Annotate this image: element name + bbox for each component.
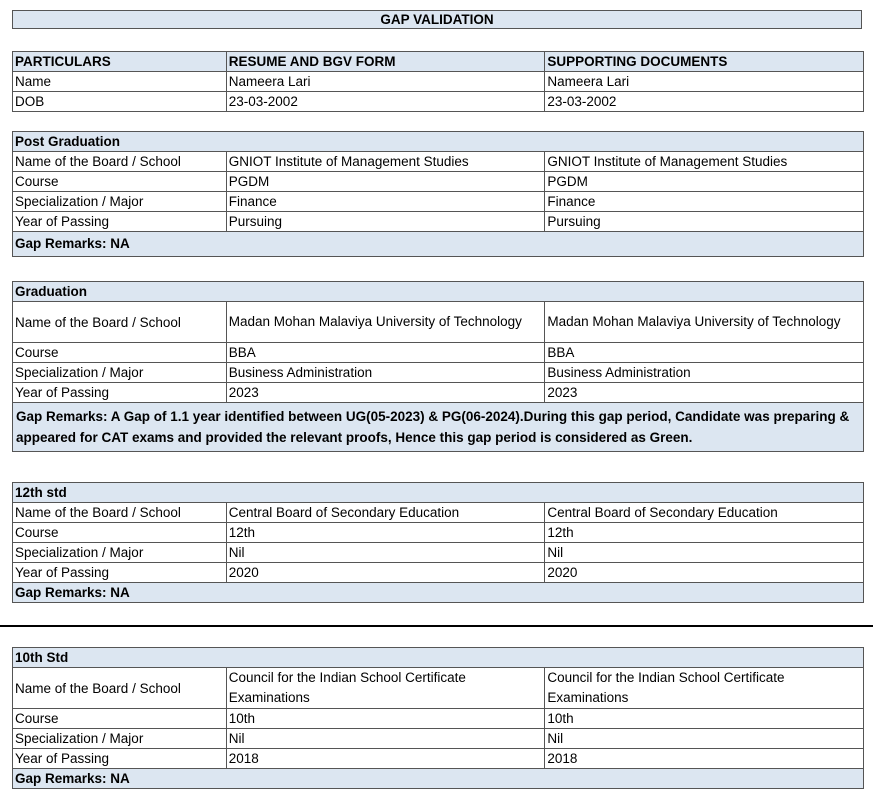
document-value: 2018 [545,749,864,769]
resume-value: Finance [226,192,545,212]
row-label: Year of Passing [13,383,227,403]
row-label: Name [13,72,227,92]
document-value: Nameera Lari [545,72,864,92]
column-header-resume: RESUME AND BGV FORM [226,52,545,72]
table-row [13,212,864,232]
row-label: Specialization / Major [13,192,227,212]
table-row [13,92,864,112]
row-label: Course [13,709,227,729]
particulars-table [12,51,864,112]
table-row [13,523,864,543]
section-heading: Graduation [13,282,864,302]
column-header-particulars: PARTICULARS [13,52,227,72]
row-label: Specialization / Major [13,543,227,563]
resume-value: 23-03-2002 [226,92,545,112]
resume-value: 2018 [226,749,545,769]
document-value: 12th [545,523,864,543]
document-value: Central Board of Secondary Education [545,503,864,523]
row-label: Year of Passing [13,563,227,583]
post-graduation-section [12,131,864,257]
table-row [13,343,864,363]
row-label: Specialization / Major [13,363,227,383]
section-heading-row [13,132,864,152]
resume-value: 2023 [226,383,545,403]
row-label: Name of the Board / School [13,302,227,343]
gap-remarks-row [13,769,864,789]
gap-remarks: Gap Remarks: NA [13,769,864,789]
document-value: PGDM [545,172,864,192]
resume-value: BBA [226,343,545,363]
section-heading: 12th std [13,483,864,503]
gap-remarks: Gap Remarks: NA [13,232,864,257]
row-label: Year of Passing [13,212,227,232]
resume-value: Nil [226,729,545,749]
table-header-row [13,52,864,72]
gap-remarks-row [13,583,864,603]
table-row [13,729,864,749]
row-label: Year of Passing [13,749,227,769]
section-heading-row [13,648,864,668]
document-value: BBA [545,343,864,363]
document-value: Nil [545,729,864,749]
document-value: 2020 [545,563,864,583]
document-value: 10th [545,709,864,729]
resume-value: Council for the Indian School Certificate Examinations [226,668,545,709]
document-value: Business Administration [545,363,864,383]
resume-value: Pursuing [226,212,545,232]
resume-value: Central Board of Secondary Education [226,503,545,523]
row-label: Name of the Board / School [13,503,227,523]
graduation-section [12,281,864,452]
page-title: GAP VALIDATION [12,10,862,29]
row-label: Course [13,523,227,543]
row-label: Course [13,172,227,192]
section-heading-row [13,483,864,503]
resume-value: Madan Mohan Malaviya University of Technology [226,302,545,343]
table-row [13,72,864,92]
document-value: Finance [545,192,864,212]
table-row [13,172,864,192]
resume-value: 2020 [226,563,545,583]
row-label: Name of the Board / School [13,152,227,172]
table-row [13,543,864,563]
tenth-section [12,647,864,789]
resume-value: 12th [226,523,545,543]
document-value: Madan Mohan Malaviya University of Technology [545,302,864,343]
twelfth-section [12,482,864,603]
table-row [13,709,864,729]
row-label: Name of the Board / School [13,668,227,709]
table-row [13,363,864,383]
row-label: DOB [13,92,227,112]
section-heading-row [13,282,864,302]
table-row [13,383,864,403]
section-heading: Post Graduation [13,132,864,152]
table-row [13,152,864,172]
document-value: GNIOT Institute of Management Studies [545,152,864,172]
document-value: 23-03-2002 [545,92,864,112]
row-label: Specialization / Major [13,729,227,749]
page-divider [0,625,873,627]
resume-value: Nameera Lari [226,72,545,92]
gap-remarks: Gap Remarks: NA [13,583,864,603]
table-row [13,668,864,709]
document-value: Council for the Indian School Certificate Examinations [545,668,864,709]
table-row [13,563,864,583]
table-row [13,302,864,343]
section-heading: 10th Std [13,648,864,668]
row-label: Course [13,343,227,363]
resume-value: PGDM [226,172,545,192]
resume-value: Business Administration [226,363,545,383]
resume-value: GNIOT Institute of Management Studies [226,152,545,172]
gap-remarks-row [13,232,864,257]
gap-remarks: Gap Remarks: A Gap of 1.1 year identified between UG(05-2023) & PG(06-2024).During this gap period, Candidate was preparing & appeared for CAT exams and provided the relevant proofs, Hence this gap period is considered as Green. [13,403,864,452]
resume-value: 10th [226,709,545,729]
table-row [13,503,864,523]
column-header-documents: SUPPORTING DOCUMENTS [545,52,864,72]
table-row [13,192,864,212]
table-row [13,749,864,769]
gap-remarks-row [13,403,864,452]
resume-value: Nil [226,543,545,563]
document-value: Pursuing [545,212,864,232]
document-value: Nil [545,543,864,563]
document-value: 2023 [545,383,864,403]
